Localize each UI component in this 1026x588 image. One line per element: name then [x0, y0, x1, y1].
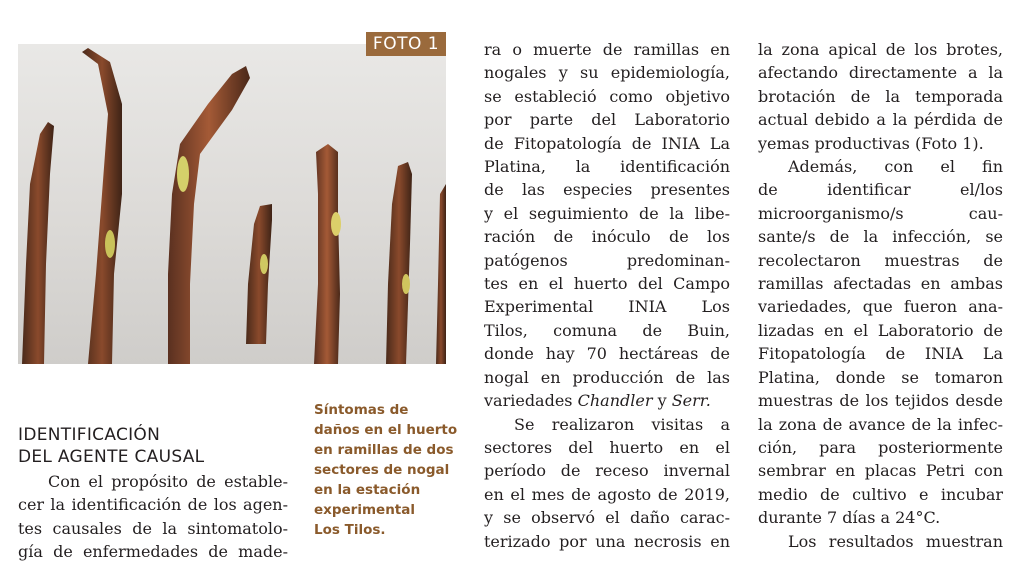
text-line: Platina, la identificación — [484, 157, 730, 177]
text-line: en el mes de agosto de 2019, — [484, 484, 730, 504]
text-column-2 — [484, 38, 730, 553]
photo-label-badge: FOTO 1 — [366, 32, 446, 56]
text-line: donde hay 70 hectáreas de — [484, 344, 730, 364]
text-line: terizado por una necrosis en — [484, 531, 730, 551]
text-line: se estableció como objetivo — [484, 86, 730, 106]
text-line: microorganismo/s cau- — [758, 203, 1003, 223]
text-line: sembrar en placas Petri con — [758, 461, 1003, 481]
caption-line: daños en el huerto — [314, 422, 458, 438]
text-line: afectando directamente a la — [758, 63, 1003, 83]
text-line: ción, para posteriormente — [758, 437, 1003, 457]
text-line: actual debido a la pérdida de — [758, 110, 1003, 130]
text-line: sectores del huerto en el — [484, 437, 730, 457]
text-line: Experimental INIA Los — [484, 297, 730, 317]
photo-caption — [314, 400, 474, 540]
text-line: Con el propósito de estable- — [48, 472, 288, 491]
text-line: patógenos predominan- — [484, 250, 730, 270]
text-line: tes causales de la sintomatolo- — [18, 518, 288, 538]
text-line: y se observó el daño carac- — [484, 508, 730, 528]
text-line: la zona apical de los brotes, — [758, 40, 1003, 59]
caption-line: Los Tilos. — [314, 522, 386, 538]
text-line: sante/s de la infección, se — [758, 227, 1003, 247]
heading-line: DEL AGENTE CAUSAL — [18, 447, 205, 467]
twigs-illustration — [18, 44, 446, 364]
text-fragment: variedades — [484, 391, 573, 411]
text-line: la zona de avance de la infec- — [758, 414, 1003, 434]
photo-walnut-twigs — [18, 44, 446, 364]
caption-line: en ramillas de dos — [314, 442, 454, 458]
text-line: Tilos, comuna de Buin, — [484, 320, 730, 340]
text-line: ración de inóculo de los — [484, 227, 730, 247]
text-line: Además, con el fin — [788, 157, 1003, 177]
section-heading — [18, 424, 298, 468]
text-column-3 — [758, 38, 1003, 553]
text-line: y el seguimiento de la libe- — [484, 203, 730, 223]
text-line: nogal en producción de las — [484, 367, 730, 387]
text-line — [484, 389, 730, 412]
text-line: medio de cultivo e incubar — [758, 484, 1003, 504]
text-line: de identificar el/los — [758, 180, 1003, 200]
text-line: yemas productivas (Foto 1). — [758, 133, 984, 153]
text-line: cer la identificación de los agen- — [18, 495, 288, 515]
variety-name: Chandler — [577, 391, 653, 411]
text-line: por parte del Laboratorio — [484, 110, 730, 130]
variety-name: Serr. — [671, 391, 711, 411]
caption-line: experimental — [314, 502, 415, 518]
text-line: de Fitopatología de INIA La — [484, 133, 730, 153]
text-line: muestras de los tejidos desde — [758, 391, 1003, 411]
text-line: de las especies presentes — [484, 180, 730, 200]
text-line: Los resultados muestran — [788, 531, 1003, 551]
text-line: durante 7 días a 24°C. — [758, 508, 941, 528]
text-line: ramillas afectadas en ambas — [758, 274, 1003, 294]
text-line: lizadas en el Laboratorio de — [758, 320, 1003, 340]
text-line: gía de enfermedades de made- — [18, 542, 288, 562]
caption-line: Síntomas de — [314, 402, 409, 418]
text-line: ra o muerte de ramillas en — [484, 40, 730, 59]
text-column-1 — [18, 470, 288, 564]
text-line: Fitopatología de INIA La — [758, 344, 1003, 364]
text-line: Se realizaron visitas a — [514, 414, 730, 434]
caption-line: sectores de nogal — [314, 462, 450, 478]
text-line: nogales y su epidemiología, — [484, 63, 730, 83]
heading-line: IDENTIFICACIÓN — [18, 425, 161, 445]
text-line: recolectaron muestras de — [758, 250, 1003, 270]
text-line: variedades, que fueron ana- — [758, 297, 1003, 317]
text-fragment: y — [657, 391, 667, 411]
text-line: tes en el huerto del Campo — [484, 274, 730, 294]
text-line: brotación de la temporada — [758, 86, 1003, 106]
caption-line: en la estación — [314, 482, 421, 498]
text-line: Platina, donde se tomaron — [758, 367, 1003, 387]
text-line: período de receso invernal — [484, 461, 730, 481]
